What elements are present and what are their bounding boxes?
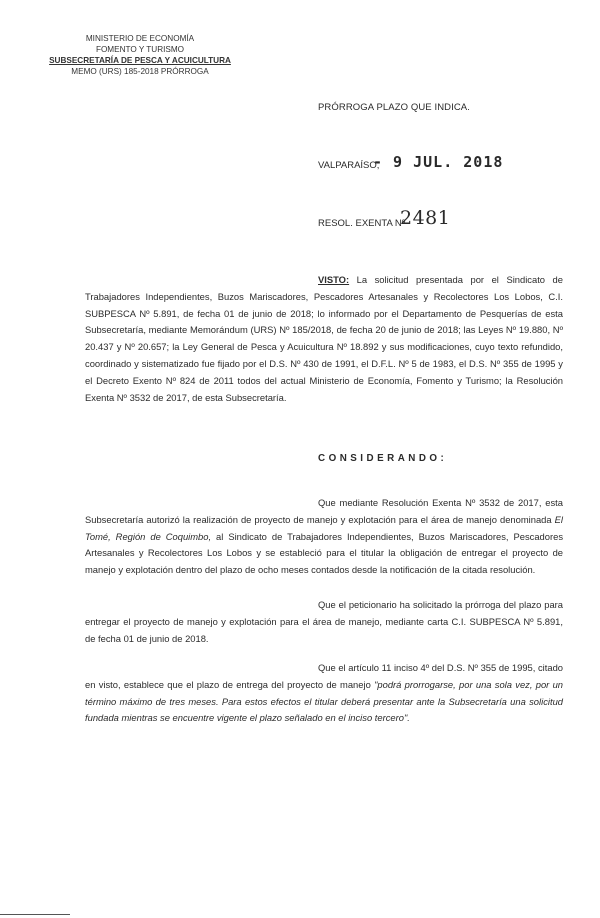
resolution-label: RESOL. EXENTA Nº — [318, 218, 406, 229]
visto-label: VISTO: — [318, 274, 350, 285]
date-stamp: - 9 JUL. 2018 — [373, 153, 504, 171]
footer-divider — [0, 914, 70, 915]
considerando-heading: CONSIDERANDO: — [318, 453, 448, 464]
para3-quote: "podrá prorrogarse, por una sola vez, por un término máximo de tres meses. Para estos efectos el titular deberá presentar ante la Subsecretaría una solicitud fundada mientras se encuentre vigente el plazo señalado en el inciso tercero". — [85, 678, 563, 724]
ministry-header — [40, 33, 240, 77]
header-line-ministry: MINISTERIO DE ECONOMÍA — [85, 34, 195, 43]
header-line-subsecretaria: SUBSECRETARÍA DE PESCA Y ACUICULTURA — [49, 56, 231, 65]
header-line-memo: MEMO (URS) 185-2018 PRÓRROGA — [71, 67, 209, 76]
considerando-paragraph-1 — [85, 495, 563, 579]
resolution-number: 2481 — [400, 207, 451, 229]
para3-text-a: Que el artículo 11 inciso 4º del D.S. Nº 355 de 1995, citado en visto, establece que el plazo de entrega del proyecto de manejo — [85, 662, 563, 690]
considerando-paragraph-2: Que el peticionario ha solicitado la prórroga del plazo para entregar el proyecto de manejo y explotación para el área de manejo, mediante carta C.I. SUBPESCA Nº 5.891, de fecha 01 de junio de 2018. — [85, 599, 563, 644]
header-line-ministry-2: FOMENTO Y TURISMO — [95, 45, 185, 54]
visto-paragraph — [85, 272, 563, 406]
place-label: VALPARAÍSO, — [318, 160, 380, 171]
para1-area-name: El Tomé, Región de Coquimbo, — [85, 513, 563, 542]
visto-text: La solicitud presentada por el Sindicato de Trabajadores Independientes, Buzos Mariscadores, Pescadores Artesanales y Recolectores Los Lobos, C.I. SUBPESCA Nº 5.891, de fecha 01 de junio de 2018; lo informado por el Departamento de Pesquerías de esta Subsecretaría, mediante Memorándum (URS) Nº 185/2018, de fecha 20 de junio de 2018; las Leyes Nº 19.880, Nº 20.437 y Nº 20.657; la Ley General de Pesca y Acuicultura Nº 18.892 y sus modificaciones, cuyo texto refundido, coordinado y sistematizado fue fijado por el D.S. Nº 430 de 1991, el D.F.L. Nº 5 de 1983, el D.S. Nº 355 de 1995 y el Decreto Exento Nº 824 de 2011 todos del actual Ministerio de Economía, Fomento y Turismo; la Resolución Exenta Nº 3532 de 2017, de esta Subsecretaría. — [85, 274, 563, 403]
considerando-paragraph-3 — [85, 660, 563, 727]
document-subject: PRÓRROGA PLAZO QUE INDICA. — [318, 102, 470, 113]
para1-text-a: Que mediante Resolución Exenta Nº 3532 de 2017, esta Subsecretaría autorizó la realización de proyecto de manejo y explotación para el área de manejo denominada — [85, 497, 563, 525]
para1-text-b: al Sindicato de Trabajadores Independientes, Buzos Mariscadores, Pescadores Artesanales y Recolectores Los Lobos y se estableció para el titular la obligación de entregar el proyecto de manejo y explotación dentro del plazo de ocho meses contados desde la notificación de la citada resolución. — [85, 530, 563, 576]
